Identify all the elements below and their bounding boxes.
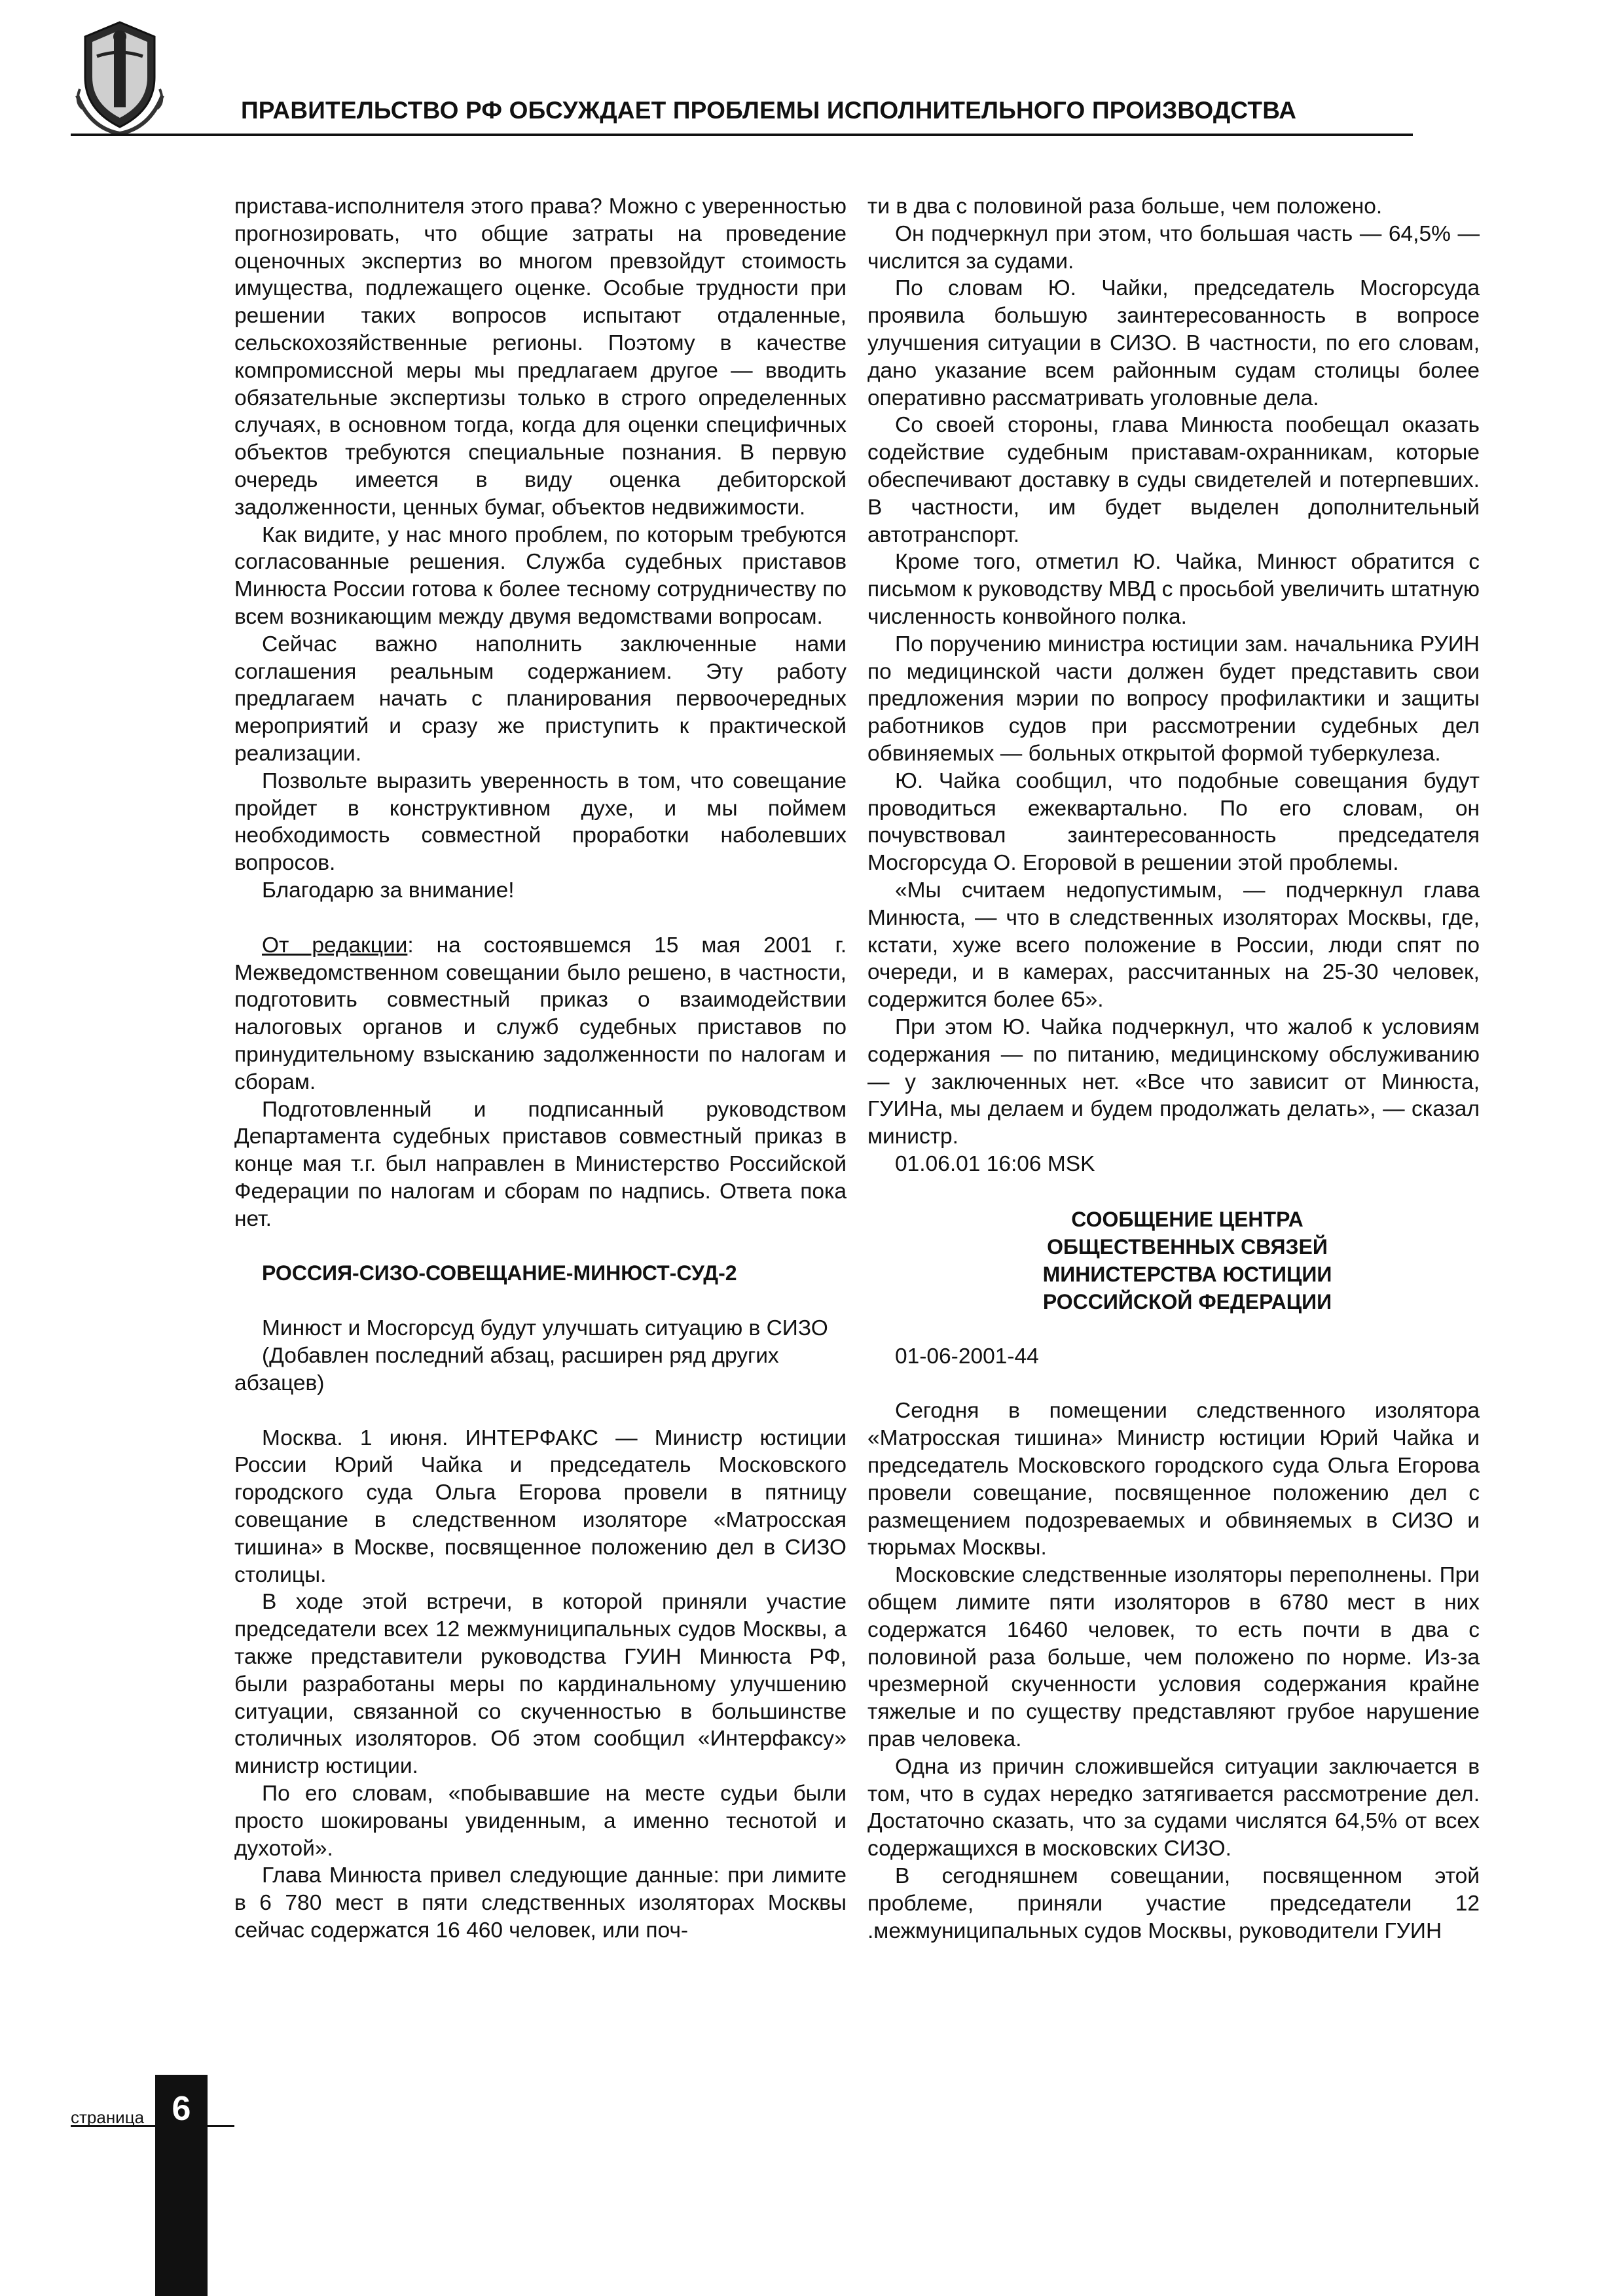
paragraph: Позвольте выразить уверенность в том, что совещание пройдет в конструктивном духе, и мы поймем необходимость совместной проработки наболевших вопросов. bbox=[234, 768, 847, 876]
paragraph: Ю. Чайка сообщил, что подобные совещания будут проводиться ежеквартально. По его словам, он почувствовал заинтересованность председателя Мосгорсуда О. Егоровой в решении этой проблемы. bbox=[867, 768, 1480, 876]
paragraph: Кроме того, отметил Ю. Чайка, Минюст обратится с письмом к руководству МВД с просьбой увеличить штатную численность конвойного полка. bbox=[867, 550, 1480, 629]
right-column bbox=[867, 193, 1480, 1945]
paragraph: Московские следственные изоляторы переполнены. При общем лимите пяти изоляторов в 6780 мест в них содержатся 16460 человек, то есть почти в два с половиной раза больше, чем положено по норме. Из-за чрезмерной скученности условия содержания крайне тяжелые и по существу представляют грубое нарушение прав человека. bbox=[867, 1563, 1480, 1752]
paragraph: Благодарю за внимание! bbox=[262, 878, 515, 903]
page-label: страница bbox=[71, 2108, 145, 2127]
section-heading: РОССИЯ-СИЗО-СОВЕЩАНИЕ-МИНЮСТ-СУД-2 bbox=[262, 1261, 737, 1285]
paragraph: В сегодняшнем совещании, посвященном этой проблеме, приняли участие председатели 12 .межмуниципальных судов Москвы, руководители ГУИН bbox=[867, 1864, 1480, 1943]
paragraph: При этом Ю. Чайка подчеркнул, что жалоб к условиям содержания — по питанию, медицинскому обслуживанию — у заключенных нет. «Все что зависит от Минюста, ГУИНа, мы делаем и будем продолжать делать», — сказал министр. bbox=[867, 1014, 1480, 1149]
editor-label: От редакции bbox=[262, 933, 408, 958]
paragraph: По его словам, «побывавшие на месте судьи были просто шокированы увиденным, а именно теснотой и духотой». bbox=[234, 1782, 847, 1861]
header-rule bbox=[71, 134, 1413, 136]
paragraph: Он подчеркнул при этом, что большая часть — 64,5% — числится за судами. bbox=[867, 221, 1480, 274]
paragraph: «Мы считаем недопустимым, — подчеркнул глава Минюста, — что в следственных изоляторах Москвы, где, кстати, хуже всего положение в России, люди спят по очереди, и в камерах, рассчитанных на 25-30 человек, содержится более 65». bbox=[867, 878, 1480, 1013]
header-title: ПРАВИТЕЛЬСТВО РФ ОБСУЖДАЕТ ПРОБЛЕМЫ ИСПОЛНИТЕЛЬНОГО ПРОИЗВОДСТВА bbox=[241, 97, 1297, 124]
paragraph: В ходе этой встречи, в которой приняли участие председатели всех 12 межмуниципальных судов Москвы, а также представители руководства ГУИН Минюста РФ, были разработаны меры по кардинальному улучшению ситуации, связанной со скученностью в большинстве столичных изоляторов. Об этом сообщил «Интерфаксу» министр юстиции. bbox=[234, 1590, 847, 1779]
paragraph: По словам Ю. Чайки, председатель Мосгорсуда проявила большую заинтересованность в вопросе улучшения ситуации в СИЗО. В частности, по его словам, дано указание всем районным судам столицы более оперативно рассматривать уголовные дела. bbox=[867, 276, 1480, 410]
heading-line: СООБЩЕНИЕ ЦЕНТРА bbox=[1071, 1207, 1304, 1231]
doc-number: 01-06-2001-44 bbox=[895, 1344, 1039, 1369]
paragraph: Минюст и Мосгорсуд будут улучшать ситуацию в СИЗО bbox=[262, 1316, 828, 1341]
timestamp: 01.06.01 16:06 MSK bbox=[895, 1151, 1095, 1176]
editor-text: : на состоявшемся 15 мая 2001 г. Межведомственном совещании было решено, в частности, подготовить совместный приказ о взаимодействии налоговых органов и служб судебных приставов по принудительному взысканию задолженности по налогам и сборам. bbox=[234, 933, 847, 1094]
paragraph: Со своей стороны, глава Минюста пообещал оказать содействие судебным приставам-охранникам, которые обеспечивают доставку в суды свидетелей и потерпевших. В частности, им будет выделен дополнительный автотранспорт. bbox=[867, 413, 1480, 547]
paragraph: Глава Минюста привел следующие данные: при лимите в 6 780 мест в пяти следственных изоляторах Москвы сейчас содержатся 16 460 человек, или поч- bbox=[234, 1863, 847, 1943]
heading-line: ОБЩЕСТВЕННЫХ СВЯЗЕЙ bbox=[1047, 1234, 1328, 1259]
paragraph: ти в два с половиной раза больше, чем положено. bbox=[867, 194, 1383, 219]
page-number: 6 bbox=[172, 2090, 191, 2128]
paragraph: (Добавлен последний абзац, расширен ряд других абзацев) bbox=[234, 1344, 779, 1395]
page-tab bbox=[155, 2075, 208, 2296]
paragraph: Москва. 1 июня. ИНТЕРФАКС — Министр юстиции России Юрий Чайка и председатель Московского городского суда Ольга Егорова провели в пятницу совещание в следственном изоляторе «Матросская тишина» в Москве, посвященное положению дел в СИЗО столицы. bbox=[234, 1426, 847, 1587]
editor-note bbox=[234, 932, 847, 1096]
paragraph: пристава-исполнителя этого права? Можно с уверенностью прогнозировать, что общие затраты на проведение оценочных экспертиз во многом превзойдут стоимость имущества, подлежащего оценке. Особые трудности при решении таких вопросов испытают отдаленные, сельскохозяйственные регионы. Поэтому в качестве компромиссной меры мы предлагаем другое — вводить обязательные экспертизы только в строго определенных случаях, в основном тогда, когда для оценки специфичных объектов требуются специальные познания. В первую очередь имеется в виду оценка дебиторской задолженности, ценных бумаг, объектов недвижимости. bbox=[234, 194, 847, 520]
paragraph: По поручению министра юстиции зам. начальника РУИН по медицинской части должен будет представить свои предложения мэрии по вопросу профилактики и защиты работников судов при рассмотрении судебных дел обвиняемых — больных открытой формой туберкулеза. bbox=[867, 632, 1480, 766]
paragraph: Как видите, у нас много проблем, по которым требуются согласованные решения. Служба судебных приставов Минюста России готова к более тесному сотрудничеству по всем возникающим между двумя ведомствами вопросам. bbox=[234, 522, 847, 629]
heading-line: РОССИЙСКОЙ ФЕДЕРАЦИИ bbox=[1042, 1289, 1332, 1314]
heading-line: МИНИСТЕРСТВА ЮСТИЦИИ bbox=[1042, 1262, 1332, 1286]
left-column bbox=[234, 193, 847, 1945]
paragraph: Подготовленный и подписанный руководством Департамента судебных приставов совместный приказ в конце мая т.г. был направлен в Министерство Российской Федерации по налогам и сборам по надпись. Ответа пока нет. bbox=[234, 1097, 847, 1231]
paragraph: Одна из причин сложившейся ситуации заключается в том, что в судах нередко затягивается рассмотрение дел. Достаточно сказать, что за судами числятся 64,5% от всех содержащихся в московских СИЗО. bbox=[867, 1754, 1480, 1861]
emblem-icon bbox=[71, 17, 169, 138]
paragraph: Сегодня в помещении следственного изолятора «Матросская тишина» Министр юстиции Юрий Чайка и председатель Московского городского суда Ольга Егорова провели совещание, посвященное положению дел с размещением подозреваемых и обвиняемых в СИЗО и тюрьмах Москвы. bbox=[867, 1399, 1480, 1560]
paragraph: Сейчас важно наполнить заключенные нами соглашения реальным содержанием. Эту работу предлагаем начать с планирования первоочередных мероприятий и сразу же приступить к практической реализации. bbox=[234, 632, 847, 766]
